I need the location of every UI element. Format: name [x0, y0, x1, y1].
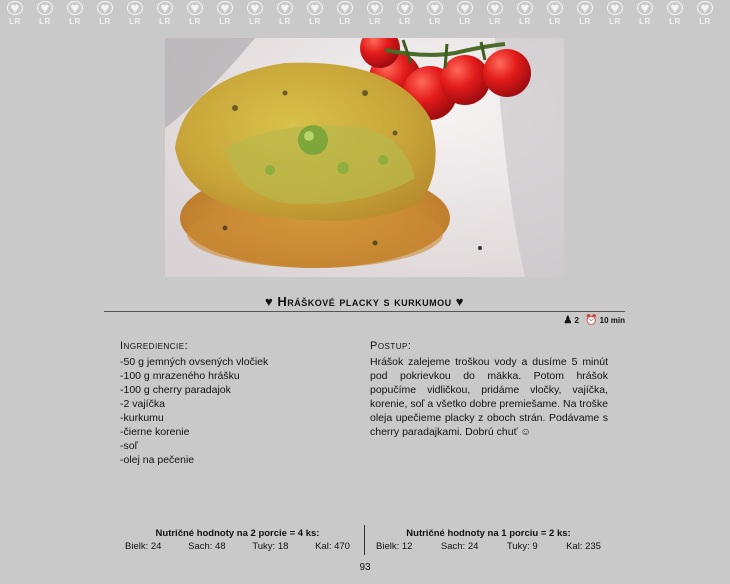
ingredient-item: -100 g mrazeného hrášku — [120, 370, 240, 382]
lr-logo-text: LR — [519, 17, 531, 26]
lr-logo-text: LR — [399, 17, 411, 26]
heart-icon: ♥ — [487, 1, 503, 15]
heart-icon: ♥ — [607, 1, 623, 15]
prep-time-value: 10 min — [599, 316, 625, 325]
nutrition-heading: Nutričné hodnoty na 2 porcie = 4 ks: — [155, 528, 320, 539]
heart-icon: ♥ — [247, 1, 263, 15]
heart-icon: ♥ — [397, 1, 413, 15]
ingredients-section — [120, 339, 340, 467]
nutrition-values-row — [125, 541, 350, 552]
ingredients-list — [120, 355, 340, 467]
ingredients-heading: Ingrediencie: — [120, 340, 189, 352]
lr-logo — [330, 0, 360, 30]
ingredient-item: -čierne korenie — [120, 426, 190, 438]
logo-strip — [0, 0, 730, 30]
nutrition-fat: Tuky: 18 — [252, 541, 289, 552]
procedure-section — [370, 339, 608, 439]
lr-logo — [90, 0, 120, 30]
lr-logo — [240, 0, 270, 30]
lr-logo-text: LR — [189, 17, 201, 26]
heart-icon: ♥ — [187, 1, 203, 15]
nutrition-carbs: Sach: 48 — [188, 541, 226, 552]
ingredient-item: -kurkumu — [120, 412, 164, 424]
recipe-title: ♥ Hráškové placky s kurkumou ♥ — [265, 294, 464, 309]
lr-logo — [540, 0, 570, 30]
lr-logo-text: LR — [99, 17, 111, 26]
lr-logo-text: LR — [489, 17, 501, 26]
ingredient-item: -50 g jemných ovsených vločiek — [120, 356, 269, 368]
servings — [563, 315, 579, 326]
ingredient-item: -100 g cherry paradajok — [120, 384, 231, 396]
lr-logo-text: LR — [249, 17, 261, 26]
lr-logo — [570, 0, 600, 30]
lr-logo — [510, 0, 540, 30]
lr-logo-text: LR — [549, 17, 561, 26]
heart-icon: ♥ — [577, 1, 593, 15]
lr-logo-text: LR — [429, 17, 441, 26]
lr-logo — [360, 0, 390, 30]
lr-logo — [180, 0, 210, 30]
procedure-text: Hrášok zalejeme troškou vody a dusíme 5 minút pod pokrievkou do mäkka. Potom hrášok popučíme vidličkou, pridáme vločky, vajíčka, korenie, soľ a všetko dobre premiešame. Na troške oleja upečieme placky z oboch strán. Podávame s cherry paradajkami. Dobrú chuť ☺ — [370, 356, 608, 438]
lr-logo-text: LR — [699, 17, 711, 26]
heart-icon: ♥ — [427, 1, 443, 15]
lr-logo-text: LR — [639, 17, 651, 26]
lr-logo — [150, 0, 180, 30]
heart-icon: ♥ — [337, 1, 353, 15]
lr-logo — [270, 0, 300, 30]
lr-logo — [210, 0, 240, 30]
lr-logo-text: LR — [579, 17, 591, 26]
nutrition-heading: Nutričné hodnoty na 1 porciu = 2 ks: — [406, 528, 571, 539]
heart-icon: ♥ — [277, 1, 293, 15]
lr-logo-text: LR — [369, 17, 381, 26]
lr-logo-text: LR — [669, 17, 681, 26]
nutrition-values-row — [376, 541, 601, 552]
nutrition-carbs: Sach: 24 — [440, 541, 479, 552]
heart-icon: ♥ — [307, 1, 323, 15]
lr-logo — [630, 0, 660, 30]
heart-icon: ♥ — [517, 1, 533, 15]
lr-logo — [120, 0, 150, 30]
lr-logo — [300, 0, 330, 30]
lr-logo-text: LR — [609, 17, 621, 26]
lr-logo-text: LR — [339, 17, 351, 26]
nutrition-per-2-portions — [125, 528, 350, 552]
lr-logo — [0, 0, 30, 30]
servings-count: 2 — [574, 316, 579, 325]
nutrition-per-1-portion — [376, 528, 601, 552]
heart-icon: ♥ — [457, 1, 473, 15]
heart-icon: ♥ — [127, 1, 143, 15]
ingredient-item: -olej na pečenie — [120, 454, 195, 466]
procedure-heading: Postup: — [370, 340, 412, 352]
heart-icon: ♥ — [637, 1, 653, 15]
lr-logo-text: LR — [69, 17, 81, 26]
heart-icon: ♥ — [547, 1, 563, 15]
lr-logo-text: LR — [279, 17, 291, 26]
nutrition-kcal: Kal: 470 — [315, 541, 350, 552]
lr-logo — [420, 0, 450, 30]
lr-logo-text: LR — [159, 17, 171, 26]
heart-icon: ♥ — [157, 1, 173, 15]
title-divider — [104, 311, 625, 312]
lr-logo-text: LR — [309, 17, 321, 26]
lr-logo — [600, 0, 630, 30]
heart-icon: ♥ — [7, 1, 23, 15]
recipe-photo — [165, 38, 564, 277]
recipe-meta — [563, 315, 625, 326]
nutrition-kcal: Kal: 235 — [566, 541, 601, 552]
lr-logo-text: LR — [9, 17, 21, 26]
lr-logo — [690, 0, 720, 30]
ingredient-item: -soľ — [120, 440, 138, 452]
heart-icon: ♥ — [697, 1, 713, 15]
page-number: 93 — [359, 562, 371, 573]
lr-logo — [450, 0, 480, 30]
lr-logo — [390, 0, 420, 30]
lr-logo-text: LR — [459, 17, 471, 26]
heart-icon: ♥ — [67, 1, 83, 15]
nutrition-protein: Bielk: 12 — [376, 541, 413, 552]
nutrition-protein: Bielk: 24 — [125, 541, 162, 552]
ingredient-item: -2 vajíčka — [120, 398, 165, 410]
lr-logo-text: LR — [129, 17, 141, 26]
person-icon: ♟ — [563, 315, 573, 326]
heart-icon: ♥ — [367, 1, 383, 15]
heart-icon: ♥ — [97, 1, 113, 15]
lr-logo-text: LR — [39, 17, 51, 26]
lr-logo — [480, 0, 510, 30]
heart-icon: ♥ — [37, 1, 53, 15]
pea-patties-photo — [165, 38, 564, 277]
lr-logo — [660, 0, 690, 30]
lr-logo — [30, 0, 60, 30]
prep-time — [585, 315, 625, 326]
recipe-title-wrap — [104, 293, 625, 311]
alarm-clock-icon: ⏰ — [584, 315, 598, 326]
heart-icon: ♥ — [217, 1, 233, 15]
nutrition-fat: Tuky: 9 — [506, 541, 538, 552]
nutrition-divider — [364, 525, 365, 555]
heart-icon: ♥ — [667, 1, 683, 15]
lr-logo — [60, 0, 90, 30]
lr-logo-text: LR — [219, 17, 231, 26]
